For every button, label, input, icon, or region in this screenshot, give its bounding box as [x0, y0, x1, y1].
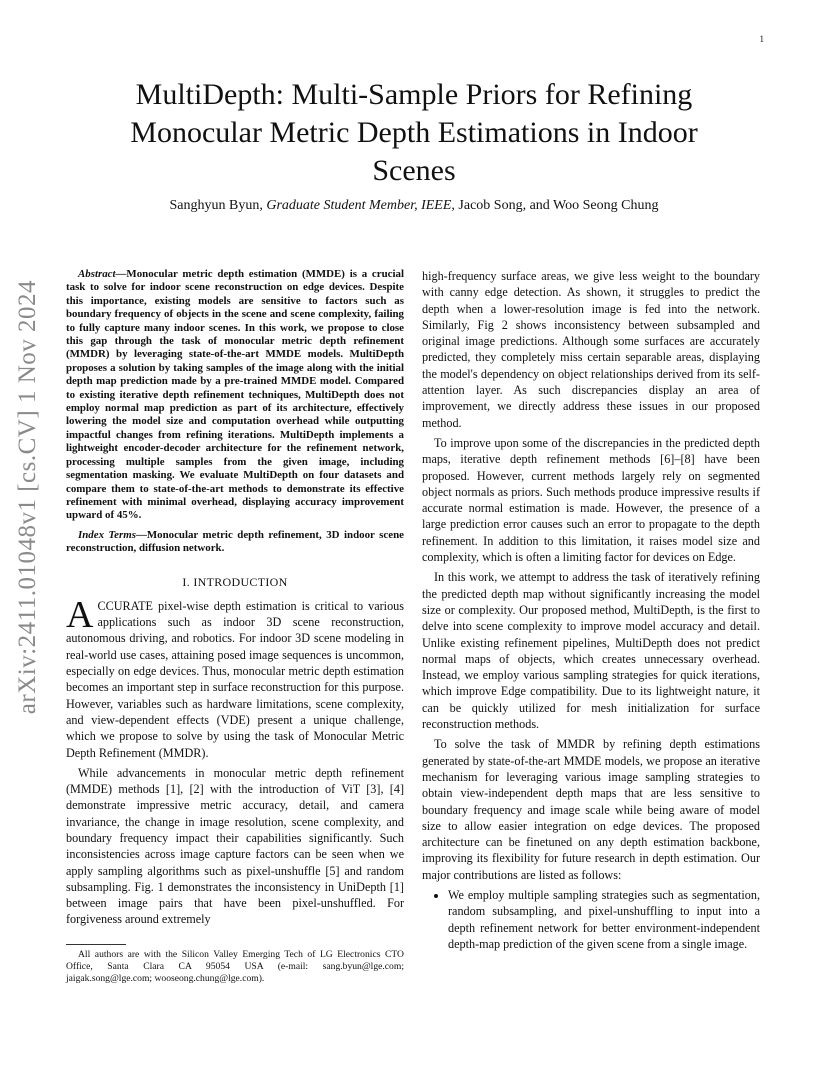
footnote-rule — [66, 944, 126, 945]
author-others: Jacob Song, and Woo Seong Chung — [458, 198, 659, 213]
intro-paragraph-3: high-frequency surface areas, we give less weight to the boundary with canny edge detection. As shown, it struggles to predict the depth when a lower-resolution image is fed into the network. Similarly, Fig 2 shows inconsistency between subsampled and original image predictions. Although some surfaces are accurately predicted, they completely miss certain separable areas, displaying the model's dependency on object relationships derived from its self-attention layer. As such discrepancies display an area of improvement, we directly address these issues in our proposed method. — [422, 269, 760, 430]
contributions-list — [422, 887, 760, 952]
intro-paragraph-1 — [66, 593, 404, 761]
abstract-text: —Monocular metric depth estimation (MMDE) is a crucial task to solve for indoor scene reconstruction on edge devices. Despite this importance, existing models are sensitive to factors such as boundary frequency of objects in the scene and scene complexity, failing to fully capture many indoor scenes. In this work, we propose to close this gap through the task of monocular metric depth refinement (MMDR) by leveraging state-of-the-art MMDE models. MultiDepth proposes a solution by taking samples of the image along with the initial depth map prediction made by a pre-trained MMDE model. Compared to existing iterative depth refinement techniques, MultiDepth does not employ normal map prediction as part of its architecture, effectively lowering the model size and computation overhead while outputting impactful changes from refining iterations. MultiDepth implements a lightweight encoder-decoder architecture for the refinement network, processing multiple samples from the given image, including segmentation masking. We evaluate MultiDepth on four datasets and compare them to state-of-the-art methods to demonstrate its effective refinement with minimal overhead, displaying accuracy improvement upward of 45%. — [66, 268, 404, 522]
intro-paragraph-2: While advancements in monocular metric depth refinement (MMDE) methods [1], [2] with the introduction of ViT [3], [4] demonstrate impressive metric accuracy, detail, and camera invariance, the change in image resolution, scene complexity, and boundary frequency impact their capabilities significantly. Such inconsistencies across image capture factors can be seen when we apply sampling algorithms such as pixel-unshuffle [5] and random subsampling. Fig. 1 demonstrates the inconsistency in UniDepth [1] between image pairs that have been pixel-unshuffled. For forgiveness around extremely — [66, 765, 404, 927]
intro-paragraph-5: In this work, we attempt to address the task of iteratively refining the predicted depth map without significantly increasing the model size or complexity. Our proposed method, MultiDepth, is the first to delve into scene complexity to improve model accuracy and detail. Unlike existing refinement pipelines, MultiDepth does not predict normal maps of objects, which creates unnecessary overhead. Instead, we employ various sampling strategies for quick iterations, which improve Edge compatibility. Due to its lightweight nature, it can be quickly utilized for mesh initialization for surface reconstruction methods. — [422, 570, 760, 732]
index-terms-text: —Monocular metric depth refinement, 3D indoor scene reconstruction, diffusion network. — [66, 528, 404, 555]
right-column — [422, 268, 760, 952]
author-line — [90, 198, 738, 214]
author-affiliation-footnote: All authors are with the Silicon Valley Emerging Tech of LG Electronics CTO Office, Santa Clara CA 95054 USA (e-mail: sang.byun@lge.com; jaigak.song@lge.com; wooseong.chung@lge.com). — [66, 948, 404, 984]
dropcap-letter: A — [66, 593, 94, 636]
abstract-lead: Abstract — [78, 268, 116, 280]
index-terms — [66, 529, 404, 556]
author-primary-role: Graduate Student Member, IEEE, — [266, 198, 455, 213]
intro-paragraph-4: To improve upon some of the discrepancies in the predicted depth maps, iterative depth refinement methods [6]–[8] have been proposed. However, current methods largely rely on segmented object normals as priors. Such methods produce impressive results if accurate normal estimation is made. However, the presence of a large prediction error causes such an error to propagate to the depth refinement. In addition to this limitation, it raises model size and complexity, which is often a limiting factor for devices on Edge. — [422, 435, 760, 565]
page-number: 1 — [759, 34, 764, 44]
abstract — [66, 268, 404, 523]
intro-paragraph-6: To solve the task of MMDR by refining depth estimations generated by state-of-the-art MMDE models, we propose an iterative mechanism for leveraging various image sampling strategies to obtain view-independent depth maps that are less sensitive to boundary frequency and image scale while being aware of model size to allow easier integration on edge devices. The proposed architecture can be finetuned on any depth estimation backbone, improving its flexibility for future research in depth estimation. Our major contributions are listed as follows: — [422, 737, 760, 882]
author-primary: Sanghyun Byun, — [169, 198, 263, 213]
arxiv-stamp: arXiv:2411.01048v1 [cs.CV] 1 Nov 2024 — [14, 280, 41, 715]
section-heading-introduction: I. INTRODUCTION — [182, 574, 288, 589]
index-terms-lead: Index Terms — [78, 528, 136, 541]
left-column — [66, 268, 404, 989]
contribution-item: • We employ multiple sampling strategies such as segmentation, random subsampling, and pixel-unshuffling to input into a depth refinement network for better environment-independent depth-map prediction of the given scene from a single image. — [448, 887, 760, 952]
paper-title: MultiDepth: Multi-Sample Priors for Refining Monocular Metric Depth Estimations in Indoor Scenes — [130, 78, 698, 187]
intro-paragraph-1-text: CCURATE pixel-wise depth estimation is critical to various applications such as indoor 3D scene reconstruction, autonomous driving, and robotics. For indoor 3D scene modeling in real-world use cases, attaining posed image sequences is uncommon, especially on edge devices. Thus, monocular metric depth estimation becomes an important step in surface reconstruction for this purpose. However, variables such as hardware limitations, scene complexity, and view-dependent effects (VDE) present a unique challenge, which we propose to solve by using the task of Monocular Metric Depth Refinement (MMDR). — [66, 598, 404, 760]
